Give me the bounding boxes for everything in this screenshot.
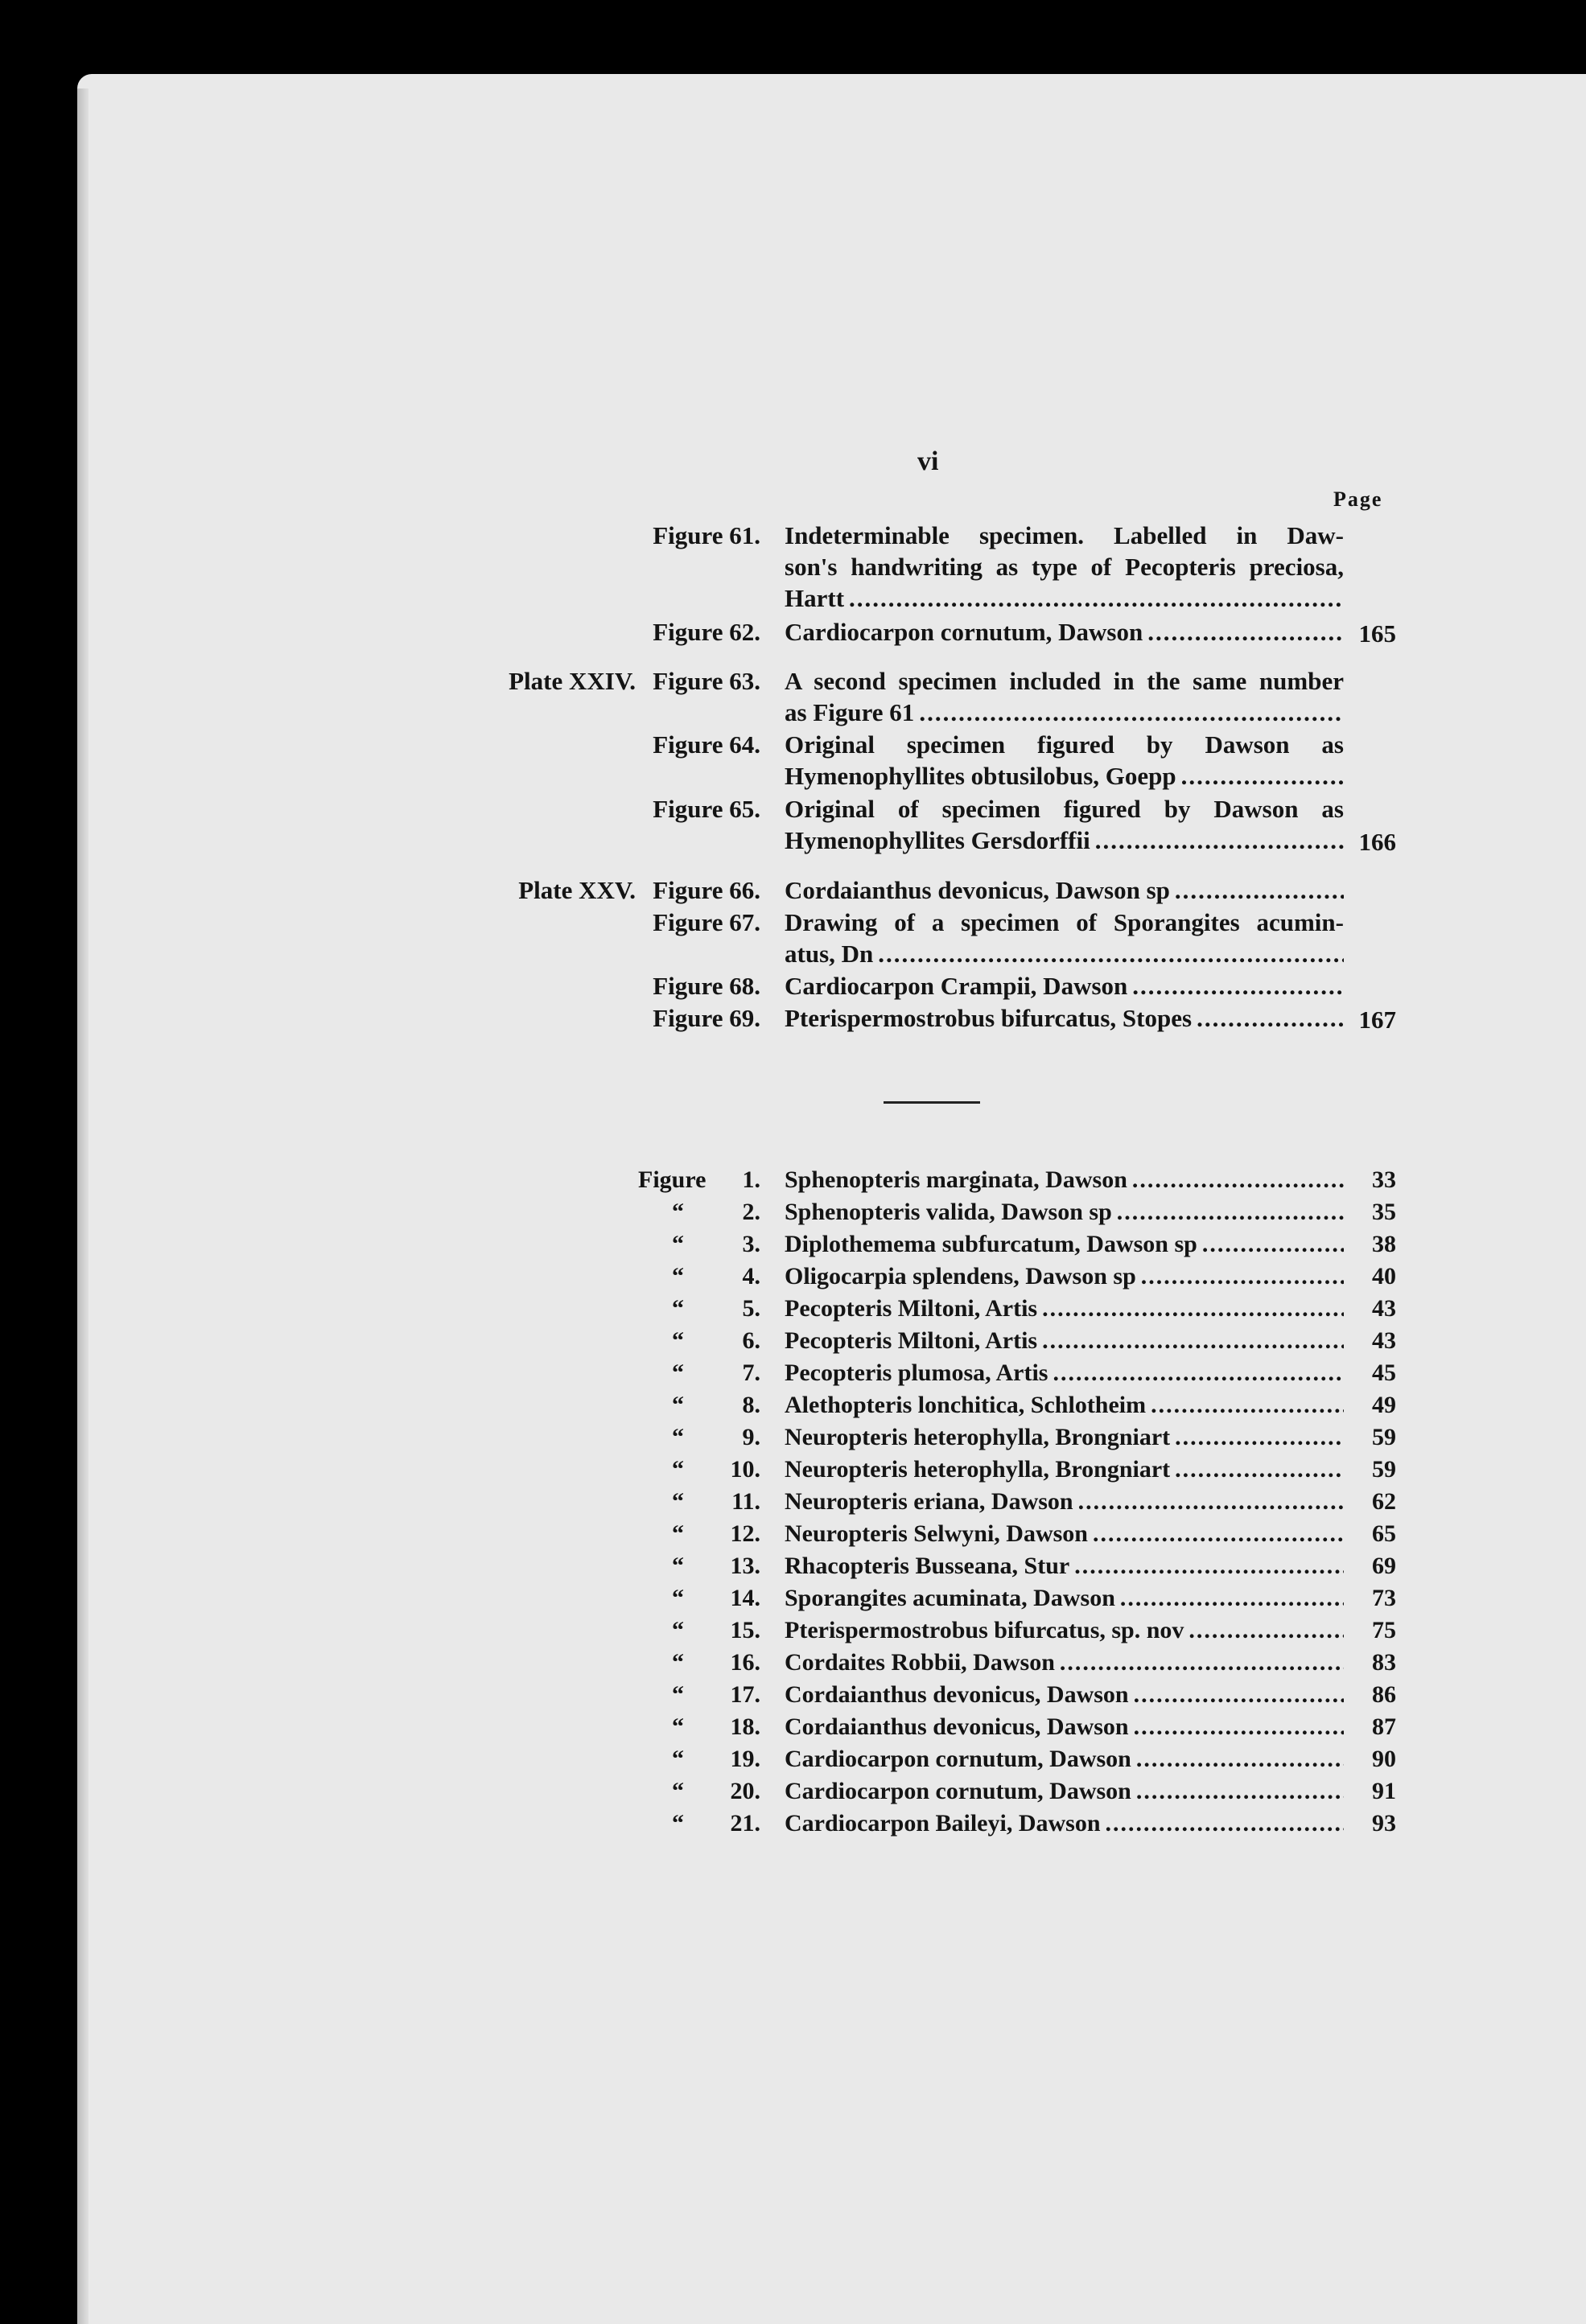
figure-list-page: 40 <box>1372 1263 1396 1290</box>
figure-list-label: “ <box>672 1810 684 1837</box>
figure-list-label: “ <box>672 1778 684 1804</box>
dot-leader <box>1060 1647 1344 1679</box>
description-line <box>785 616 1344 648</box>
dot-leader <box>1136 1775 1344 1808</box>
dot-leader <box>1134 1711 1344 1743</box>
figure-list-text: Cordaianthus devonicus, Dawson <box>785 1713 1129 1740</box>
figure-list-page: 83 <box>1372 1649 1396 1676</box>
description-line: Indeterminable specimen. Labelled in Daw- <box>785 521 1344 549</box>
figure-list-label: “ <box>672 1681 684 1708</box>
description-line: A second specimen included in the same number <box>785 667 1344 695</box>
description-line <box>785 1002 1344 1034</box>
figure-label: Figure 63. <box>653 667 760 695</box>
figure-list-description <box>785 1743 1344 1775</box>
page-reference: 165 <box>1358 619 1396 648</box>
figure-list-text: Pterispermostrobus bifurcatus, sp. nov <box>785 1617 1184 1643</box>
figure-list-label: “ <box>672 1713 684 1740</box>
figure-list-description <box>785 1293 1344 1325</box>
description-line <box>785 697 1344 728</box>
dot-leader <box>849 582 1344 614</box>
figure-list-description <box>785 1775 1344 1808</box>
dot-leader <box>1074 1550 1344 1582</box>
dot-leader <box>1151 1389 1344 1421</box>
figure-list-label: “ <box>672 1649 684 1676</box>
entry-description <box>785 874 1344 906</box>
description-line <box>785 970 1344 1002</box>
figure-list-text: Sporangites acuminata, Dawson <box>785 1585 1115 1611</box>
figure-list-text: Pecopteris Miltoni, Artis <box>785 1327 1038 1354</box>
figure-list-description <box>785 1647 1344 1679</box>
dot-leader <box>1175 874 1344 906</box>
figure-list-description <box>785 1550 1344 1582</box>
dot-leader <box>878 938 1344 969</box>
description-text: atus, Dn <box>785 940 874 968</box>
figure-list-text: Sphenopteris valida, Dawson sp <box>785 1199 1112 1225</box>
figure-list-label: “ <box>672 1199 684 1225</box>
figure-list-number: 1. <box>742 1166 760 1193</box>
dot-leader <box>1197 1002 1344 1034</box>
entry-description <box>785 970 1344 1002</box>
figure-list-number: 20. <box>730 1778 760 1804</box>
figure-list-number: 17. <box>730 1681 760 1708</box>
dot-leader <box>1175 1421 1344 1454</box>
description-line <box>785 938 1344 969</box>
figure-list-number: 10. <box>730 1456 760 1483</box>
figure-list-text: Cardiocarpon cornutum, Dawson <box>785 1778 1131 1804</box>
figure-list-text: Pecopteris plumosa, Artis <box>785 1359 1048 1386</box>
figure-list-description <box>785 1711 1344 1743</box>
figure-list-description <box>785 1582 1344 1614</box>
figure-list-description <box>785 1196 1344 1228</box>
figure-list-text: Rhacopteris Busseana, Stur <box>785 1553 1070 1579</box>
figure-list-page: 43 <box>1372 1327 1396 1354</box>
plate-label: Plate XXIV. <box>509 667 636 695</box>
figure-list-number: 19. <box>730 1746 760 1772</box>
figure-list-page: 59 <box>1372 1424 1396 1450</box>
entry-description <box>785 520 1344 614</box>
figure-list-page: 93 <box>1372 1810 1396 1837</box>
description-line: Drawing of a specimen of Sporangites acumin- <box>785 908 1344 936</box>
figure-list-page: 38 <box>1372 1231 1396 1257</box>
dot-leader <box>1132 1164 1344 1196</box>
figure-list-label: “ <box>672 1456 684 1483</box>
figure-list-label: “ <box>672 1617 684 1643</box>
description-text: Hymenophyllites Gersdorffii <box>785 826 1090 854</box>
figure-list-description <box>785 1808 1344 1840</box>
figure-list-label: “ <box>672 1585 684 1611</box>
figure-list-description <box>785 1389 1344 1421</box>
dot-leader <box>1117 1196 1344 1228</box>
figure-label: Figure 64. <box>653 730 760 759</box>
description-line <box>785 825 1344 856</box>
figure-list-description <box>785 1518 1344 1550</box>
figure-list-description <box>785 1454 1344 1486</box>
figure-list-number: 3. <box>742 1231 760 1257</box>
dot-leader <box>1120 1582 1344 1614</box>
dot-leader <box>1188 1614 1344 1647</box>
figure-list-text: Cardiocarpon Baileyi, Dawson <box>785 1810 1101 1837</box>
dot-leader <box>1053 1357 1344 1389</box>
description-text: as Figure 61 <box>785 698 915 726</box>
figure-list-description <box>785 1486 1344 1518</box>
figure-list-description <box>785 1679 1344 1711</box>
figure-list-text: Cordaianthus devonicus, Dawson <box>785 1681 1129 1708</box>
page-reference: 166 <box>1358 828 1396 856</box>
figure-list-text: Neuropteris heterophylla, Brongniart <box>785 1424 1171 1450</box>
plate-label: Plate XXV. <box>518 876 636 904</box>
figure-list-number: 4. <box>742 1263 760 1290</box>
figure-list-page: 87 <box>1372 1713 1396 1740</box>
figure-list-number: 2. <box>742 1199 760 1225</box>
figure-list-label: “ <box>672 1231 684 1257</box>
entry-description <box>785 616 1344 648</box>
figure-list-text: Neuropteris heterophylla, Brongniart <box>785 1456 1171 1483</box>
description-text: Cardiocarpon cornutum, Dawson <box>785 618 1143 646</box>
figure-list-page: 49 <box>1372 1392 1396 1418</box>
dot-leader <box>1202 1228 1344 1261</box>
figure-list-label: Figure <box>638 1166 706 1193</box>
entry-description <box>785 729 1344 792</box>
figure-label: Figure 69. <box>653 1004 760 1032</box>
figure-list-description <box>785 1357 1344 1389</box>
description-text: Hartt <box>785 584 845 612</box>
dot-leader <box>1042 1325 1344 1357</box>
figure-list-page: 45 <box>1372 1359 1396 1386</box>
figure-list-text: Alethopteris lonchitica, Schlotheim <box>785 1392 1147 1418</box>
figure-list-label: “ <box>672 1553 684 1579</box>
figure-list-number: 12. <box>730 1520 760 1547</box>
figure-list-page: 91 <box>1372 1778 1396 1804</box>
figure-list-label: “ <box>672 1359 684 1386</box>
figure-list-label: “ <box>672 1392 684 1418</box>
figure-list-page: 73 <box>1372 1585 1396 1611</box>
dot-leader <box>1042 1293 1344 1325</box>
figure-list-label: “ <box>672 1488 684 1515</box>
figure-list-text: Sphenopteris marginata, Dawson <box>785 1166 1127 1193</box>
figure-list-number: 14. <box>730 1585 760 1611</box>
entry-description <box>785 793 1344 856</box>
figure-list-page: 75 <box>1372 1617 1396 1643</box>
section-divider <box>884 1101 980 1104</box>
figure-list-text: Neuropteris Selwyni, Dawson <box>785 1520 1088 1547</box>
figure-list-number: 16. <box>730 1649 760 1676</box>
page-reference: 167 <box>1358 1006 1396 1034</box>
figure-list-page: 33 <box>1372 1166 1396 1193</box>
figure-label: Figure 68. <box>653 972 760 1000</box>
figure-list-description <box>785 1164 1344 1196</box>
dot-leader <box>1181 760 1344 792</box>
description-line: Original of specimen figured by Dawson as <box>785 795 1344 823</box>
dot-leader <box>1093 1518 1344 1550</box>
description-line <box>785 760 1344 792</box>
figure-list-number: 6. <box>742 1327 760 1354</box>
description-text: Pterispermostrobus bifurcatus, Stopes <box>785 1004 1193 1032</box>
figure-list-page: 35 <box>1372 1199 1396 1225</box>
figure-list-text: Pecopteris Miltoni, Artis <box>785 1295 1038 1322</box>
dot-leader <box>1132 970 1344 1002</box>
dot-leader <box>1078 1486 1344 1518</box>
entry-description <box>785 665 1344 728</box>
page-number: vi <box>917 446 939 476</box>
figure-list-number: 18. <box>730 1713 760 1740</box>
entry-description <box>785 907 1344 969</box>
figure-list-description <box>785 1421 1344 1454</box>
figure-list-description <box>785 1325 1344 1357</box>
figure-label: Figure 65. <box>653 795 760 823</box>
dot-leader <box>1106 1808 1344 1840</box>
figure-list-label: “ <box>672 1746 684 1772</box>
figure-list-page: 69 <box>1372 1553 1396 1579</box>
dot-leader <box>1134 1679 1344 1711</box>
figure-list-label: “ <box>672 1295 684 1322</box>
description-line: son's handwriting as type of Pecopteris preciosa, <box>785 553 1344 581</box>
dot-leader <box>1095 825 1344 856</box>
figure-list-text: Neuropteris eriana, Dawson <box>785 1488 1073 1515</box>
figure-list-label: “ <box>672 1424 684 1450</box>
dot-leader <box>919 697 1344 728</box>
dot-leader <box>1141 1261 1344 1293</box>
figure-label: Figure 66. <box>653 876 760 904</box>
description-line <box>785 874 1344 906</box>
dot-leader <box>1175 1454 1344 1486</box>
figure-label: Figure 67. <box>653 908 760 936</box>
figure-list-label: “ <box>672 1263 684 1290</box>
entry-description <box>785 1002 1344 1034</box>
figure-list-text: Cardiocarpon cornutum, Dawson <box>785 1746 1131 1772</box>
description-text: Hymenophyllites obtusilobus, Goepp <box>785 762 1176 790</box>
figure-list-page: 90 <box>1372 1746 1396 1772</box>
figure-list-number: 13. <box>730 1553 760 1579</box>
figure-list-number: 7. <box>742 1359 760 1386</box>
dot-leader <box>1136 1743 1344 1775</box>
figure-list-page: 65 <box>1372 1520 1396 1547</box>
page-spine-shadow <box>77 88 89 2324</box>
figure-list-number: 8. <box>742 1392 760 1418</box>
figure-list-page: 59 <box>1372 1456 1396 1483</box>
description-text: Cordaianthus devonicus, Dawson sp <box>785 876 1170 904</box>
figure-list-label: “ <box>672 1327 684 1354</box>
figure-list-number: 9. <box>742 1424 760 1450</box>
figure-list-number: 5. <box>742 1295 760 1322</box>
figure-list-page: 86 <box>1372 1681 1396 1708</box>
figure-list-description <box>785 1228 1344 1261</box>
figure-list-text: Oligocarpia splendens, Dawson sp <box>785 1263 1136 1290</box>
figure-list-number: 15. <box>730 1617 760 1643</box>
figure-list-label: “ <box>672 1520 684 1547</box>
figure-list-text: Diplothemema subfurcatum, Dawson sp <box>785 1231 1197 1257</box>
figure-list-number: 11. <box>731 1488 760 1515</box>
figure-list-description <box>785 1614 1344 1647</box>
figure-list-page: 62 <box>1372 1488 1396 1515</box>
description-line: Original specimen figured by Dawson as <box>785 730 1344 759</box>
page-column-heading: Page <box>1333 487 1383 511</box>
figure-list-text: Cordaites Robbii, Dawson <box>785 1649 1055 1676</box>
description-text: Cardiocarpon Crampii, Dawson <box>785 972 1128 1000</box>
description-line <box>785 582 1344 614</box>
figure-list-number: 21. <box>730 1810 760 1837</box>
figure-label: Figure 61. <box>653 521 760 549</box>
figure-list-page: 43 <box>1372 1295 1396 1322</box>
dot-leader <box>1147 616 1344 648</box>
figure-list-description <box>785 1261 1344 1293</box>
figure-label: Figure 62. <box>653 618 760 646</box>
